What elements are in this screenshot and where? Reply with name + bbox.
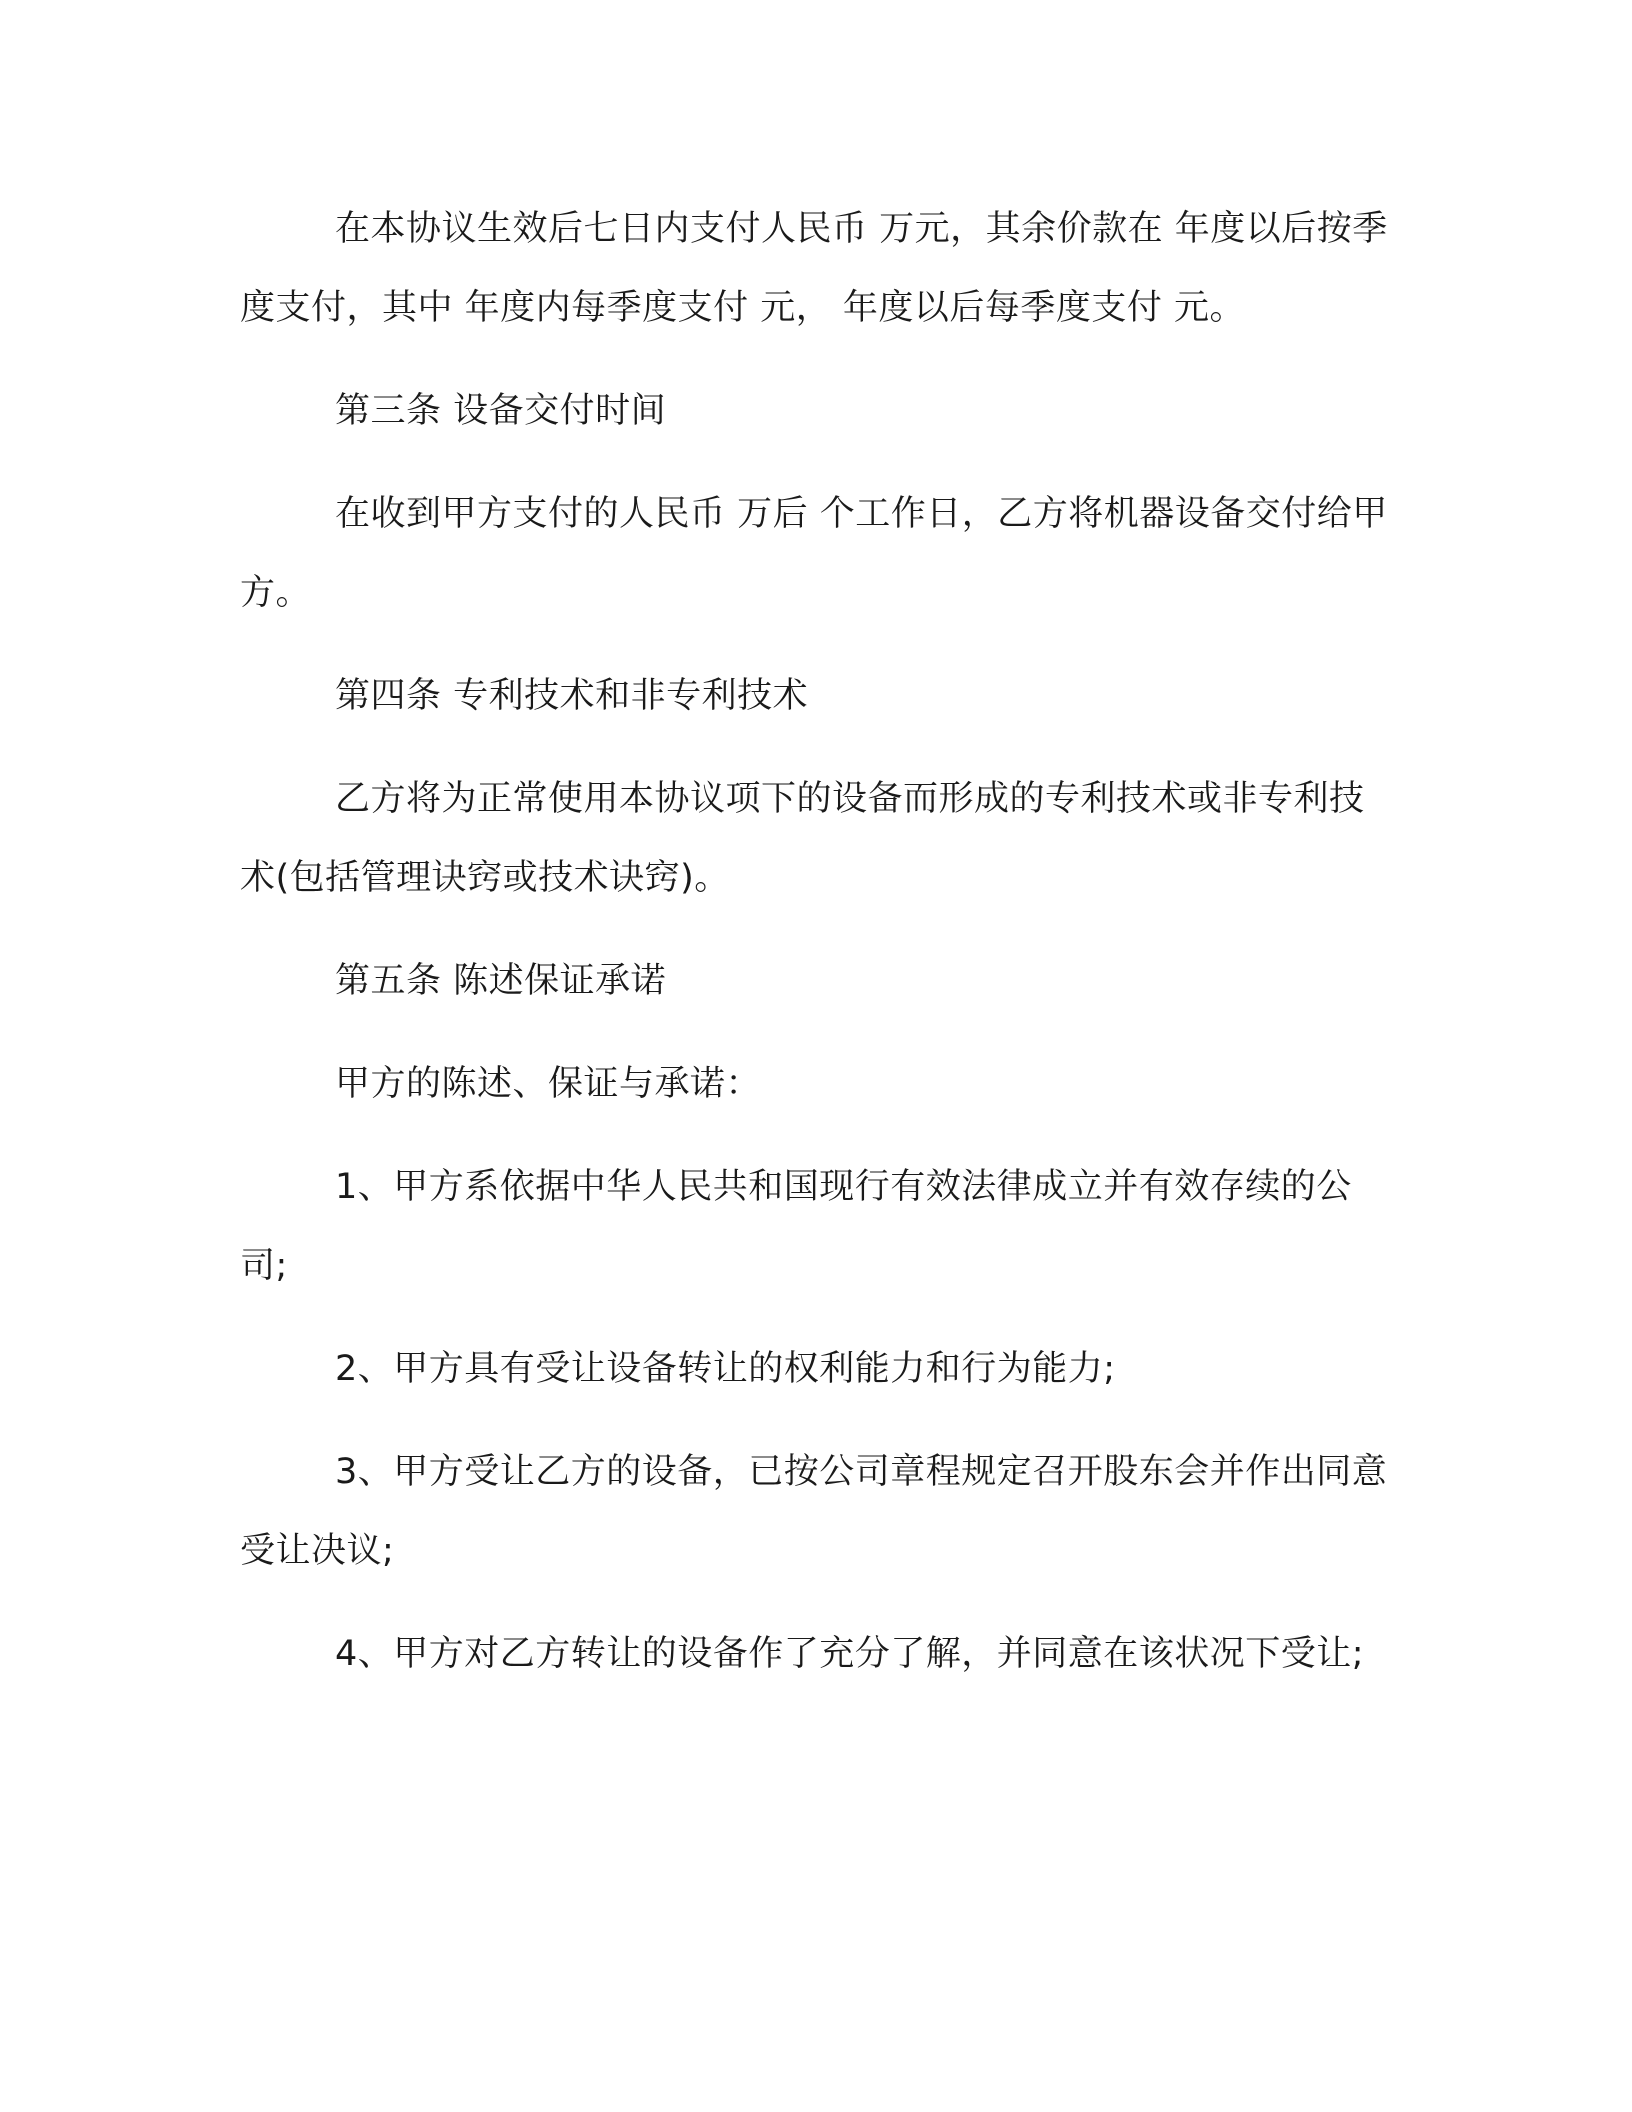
article-3-heading: 第三条 设备交付时间 xyxy=(335,391,667,431)
party-a-representations-intro: 甲方的陈述、保证与承诺： xyxy=(335,1064,762,1104)
payment-terms-paragraph: 在本协议生效后七日内支付人民币 万元，其余价款在 年度以后按季度支付，其中 年度内每季度支付 元， 年度以后每季度支付 元。 xyxy=(240,209,1388,328)
representation-item-1: 1、甲方系依据中华人民共和国现行有效法律成立并有效存续的公司; xyxy=(240,1167,1352,1286)
representation-item-3: 3、甲方受让乙方的设备，已按公司章程规定召开股东会并作出同意受让决议; xyxy=(240,1452,1388,1571)
representation-item-4: 4、甲方对乙方转让的设备作了充分了解，并同意在该状况下受让; xyxy=(335,1634,1365,1674)
patent-technology-paragraph: 乙方将为正常使用本协议项下的设备而形成的专利技术或非专利技术(包括管理诀窍或技术诀窍)。 xyxy=(240,779,1365,898)
article-4-heading: 第四条 专利技术和非专利技术 xyxy=(335,676,809,716)
delivery-time-paragraph: 在收到甲方支付的人民币 万后 个工作日，乙方将机器设备交付给甲方。 xyxy=(240,494,1388,613)
article-5-heading: 第五条 陈述保证承诺 xyxy=(335,961,667,1001)
document-body xyxy=(240,190,1390,1694)
representation-item-2: 2、甲方具有受让设备转让的权利能力和行为能力; xyxy=(335,1349,1116,1389)
